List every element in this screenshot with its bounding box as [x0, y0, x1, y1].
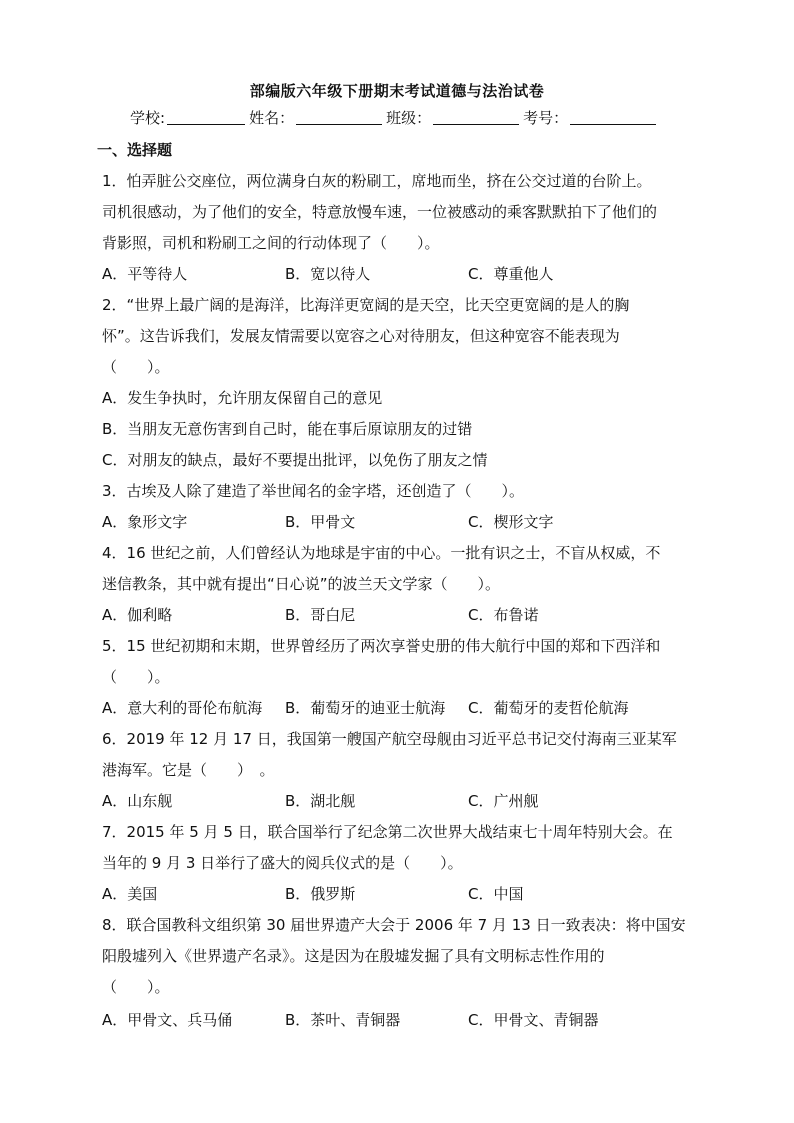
question-line: （ ）。 — [102, 668, 170, 686]
question-line: 1．怕弄脏公交座位，两位满身白灰的粉刷工，席地而坐，挤在公交过道的台阶上。 — [102, 172, 652, 190]
option-c: C．甲骨文、青铜器 — [468, 1011, 599, 1029]
option-b: B．甲骨文 — [285, 513, 356, 531]
option-a: A．山东舰 — [102, 792, 173, 810]
exam-title: 部编版六年级下册期末考试道德与法治试卷 — [249, 82, 545, 100]
option-a: A．平等待人 — [102, 265, 188, 283]
option-a: A．象形文字 — [102, 513, 188, 531]
question-line: 港海军。它是（ ） 。 — [102, 761, 275, 779]
option-a: A．伽利略 — [102, 606, 173, 624]
question-line: 司机很感动，为了他们的安全，特意放慢车速，一位被感动的乘客默默拍下了他们的 — [102, 203, 658, 221]
question-line: 迷信教条，其中就有提出“日心说”的波兰天文学家（ ）。 — [102, 575, 501, 593]
question-line: 4．16 世纪之前，人们曾经认为地球是宇宙的中心。一批有识之士，不盲从权威，不 — [102, 544, 661, 562]
option-b: B．湖北舰 — [285, 792, 356, 810]
option-c: C．对朋友的缺点，最好不要提出批评，以免伤了朋友之情 — [102, 451, 488, 469]
question-line: 5．15 世纪初期和末期，世界曾经历了两次享誉史册的伟大航行中国的郑和下西洋和 — [102, 637, 661, 655]
section-heading: 一、选择题 — [97, 141, 173, 159]
school-blank — [167, 110, 245, 125]
exam-number-label: 考号： — [523, 109, 569, 127]
question-line: 3．古埃及人除了建造了举世闻名的金字塔，还创造了（ ）。 — [102, 482, 525, 500]
class-label: 班级： — [386, 109, 432, 127]
option-a: A．意大利的哥伦布航海 — [102, 699, 263, 717]
question-line: 8．联合国教科文组织第 30 届世界遗产大会于 2006 年 7 月 13 日一致表决：将中国安 — [102, 916, 686, 934]
option-a: A．甲骨文、兵马俑 — [102, 1011, 233, 1029]
question-line: 怀”。这告诉我们，发展友情需要以宽容之心对待朋友，但这种宽容不能表现为 — [102, 327, 620, 345]
school-label: 学校: — [130, 109, 166, 127]
question-line: 背影照，司机和粉刷工之间的行动体现了（ ）。 — [102, 234, 440, 252]
option-c: C．楔形文字 — [468, 513, 554, 531]
option-c: C．尊重他人 — [468, 265, 554, 283]
option-b: B．俄罗斯 — [285, 885, 356, 903]
option-b: B．当朋友无意伤害到自己时，能在事后原谅朋友的过错 — [102, 420, 473, 438]
question-line: 当年的 9 月 3 日举行了盛大的阅兵仪式的是（ ）。 — [102, 854, 463, 872]
option-c: C．中国 — [468, 885, 524, 903]
class-blank — [433, 110, 519, 125]
name-blank — [296, 110, 382, 125]
option-a: A．美国 — [102, 885, 158, 903]
question-line: 7．2015 年 5 月 5 日，联合国举行了纪念第二次世界大战结束七十周年特别大会。在 — [102, 823, 673, 841]
question-line: （ ）。 — [102, 978, 170, 996]
option-c: C．布鲁诺 — [468, 606, 539, 624]
name-label: 姓名： — [249, 109, 295, 127]
option-b: B．茶叶、青铜器 — [285, 1011, 401, 1029]
exam-number-blank — [570, 110, 656, 125]
question-line: 阳殷墟列入《世界遗产名录》。这是因为在殷墟发掘了具有文明标志性作用的 — [102, 947, 605, 965]
option-a: A．发生争执时，允许朋友保留自己的意见 — [102, 389, 383, 407]
option-b: B．宽以待人 — [285, 265, 371, 283]
option-b: B．葡萄牙的迪亚士航海 — [285, 699, 446, 717]
question-line: 2．“世界上最广阔的是海洋，比海洋更宽阔的是天空，比天空更宽阔的是人的胸 — [102, 296, 630, 314]
student-info-row — [130, 107, 660, 128]
option-c: C．葡萄牙的麦哲伦航海 — [468, 699, 629, 717]
option-c: C．广州舰 — [468, 792, 539, 810]
question-line: （ ）。 — [102, 358, 170, 376]
question-line: 6．2019 年 12 月 17 日，我国第一艘国产航空母舰由习近平总书记交付海南三亚某军 — [102, 730, 677, 748]
option-b: B．哥白尼 — [285, 606, 356, 624]
